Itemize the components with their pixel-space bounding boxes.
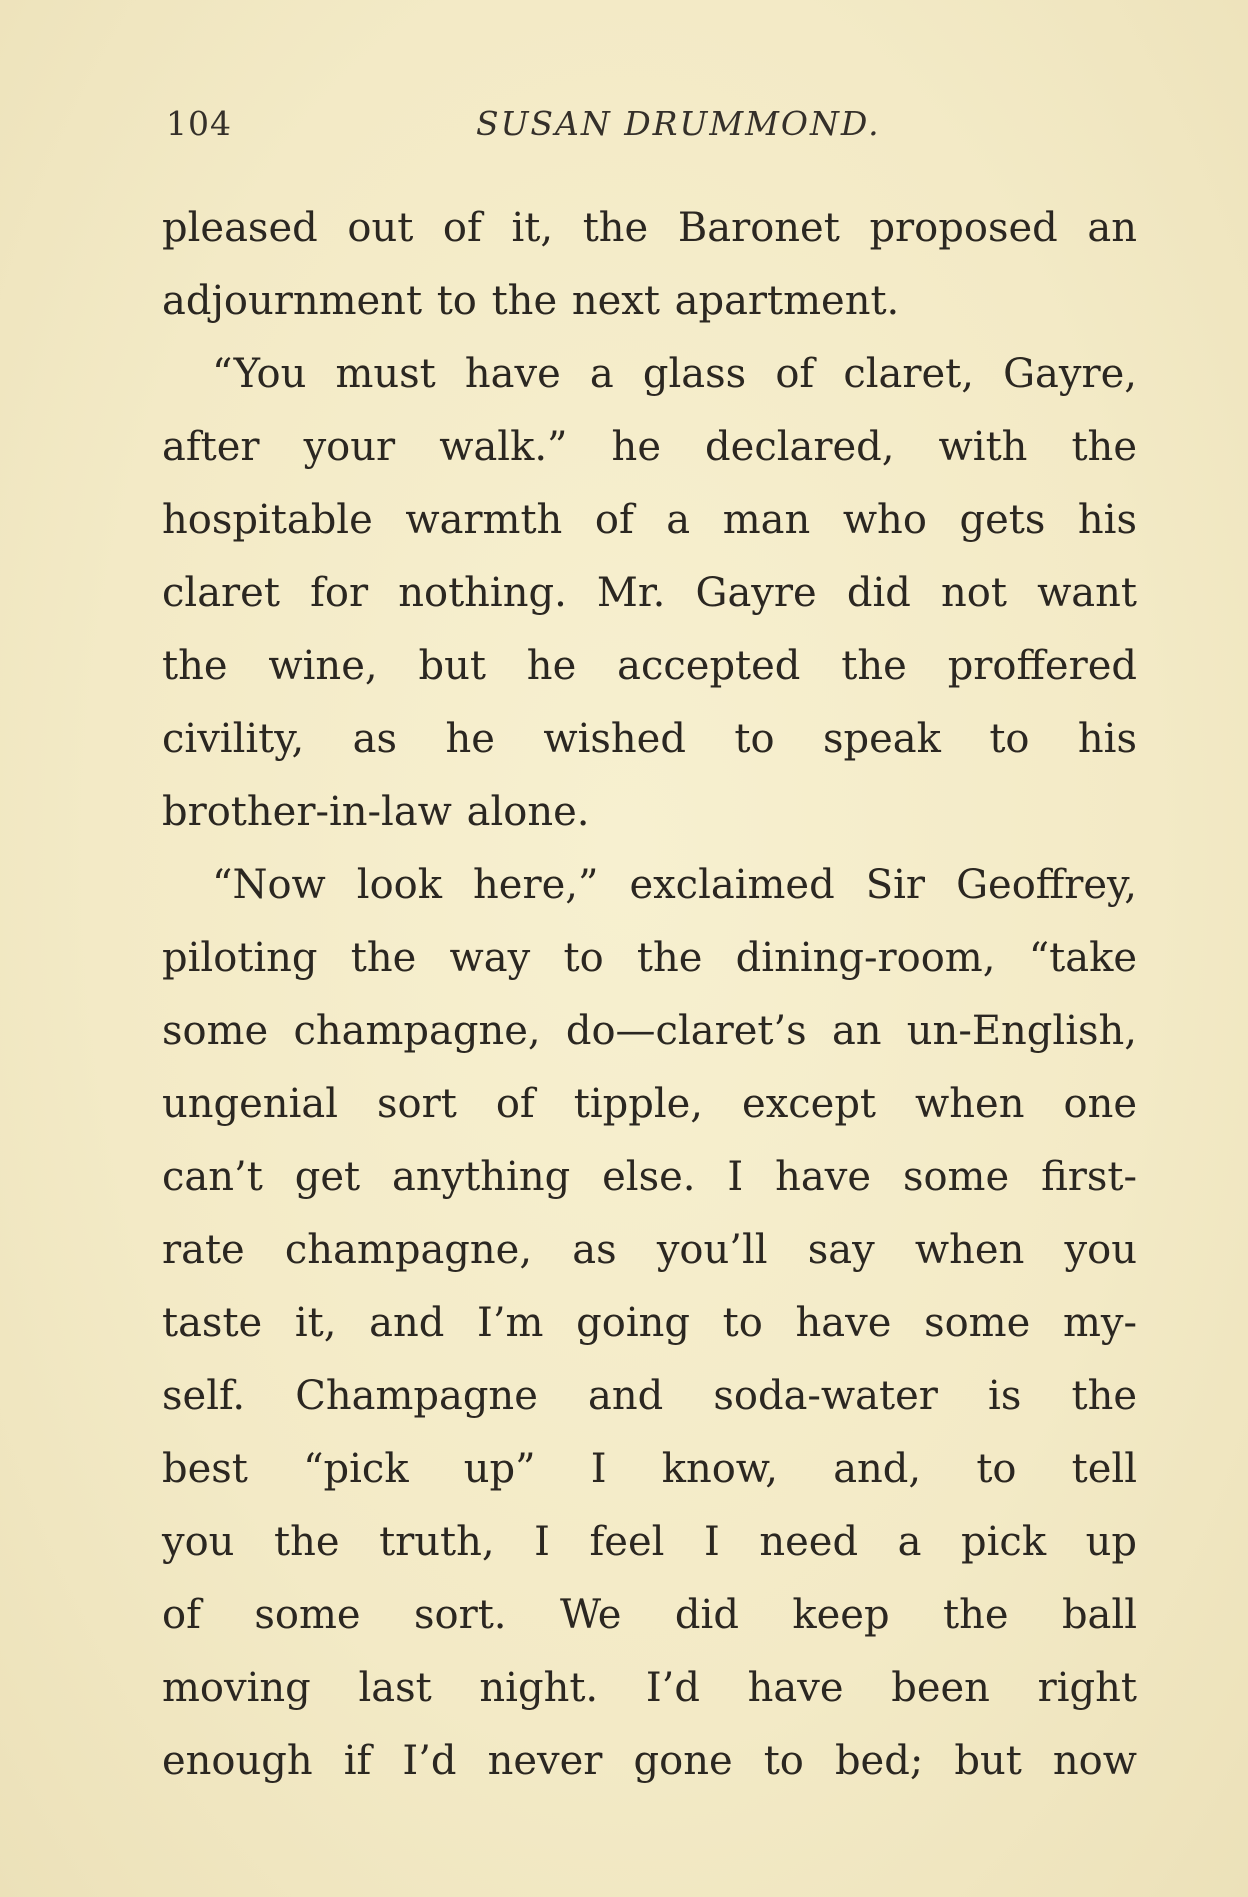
- text-line: ungenial sort of tipple, except when one: [162, 1081, 1137, 1127]
- text-line: rate champagne, as you’ll say when you: [162, 1227, 1137, 1273]
- text-line: civility, as he wished to speak to his: [162, 716, 1137, 762]
- text-line: the wine, but he accepted the proffered: [162, 643, 1137, 689]
- text-line: after your walk.” he declared, with the: [162, 424, 1137, 470]
- text-line: pleased out of it, the Baronet proposed an: [162, 205, 1137, 251]
- running-head: [0, 104, 1248, 154]
- text-line: some champagne, do—claret’s an un-English,: [162, 1008, 1137, 1054]
- running-title: SUSAN DRUMMOND.: [476, 104, 881, 143]
- text-line: claret for nothing. Mr. Gayre did not want: [162, 570, 1137, 616]
- text-line: brother-in-law alone.: [162, 789, 590, 835]
- text-line: can’t get anything else. I have some first-: [162, 1154, 1137, 1200]
- text-line: self. Champagne and soda-water is the: [162, 1373, 1137, 1419]
- text-line: you the truth, I feel I need a pick up: [162, 1519, 1137, 1565]
- text-line: hospitable warmth of a man who gets his: [162, 497, 1137, 543]
- text-line: “Now look here,” exclaimed Sir Geoffrey,: [212, 862, 1137, 908]
- page-number: 104: [166, 104, 232, 143]
- body-text: [162, 192, 1137, 1798]
- text-line: of some sort. We did keep the ball: [162, 1592, 1137, 1638]
- text-line: adjournment to the next apartment.: [162, 278, 900, 324]
- text-line: taste it, and I’m going to have some my-: [162, 1300, 1137, 1346]
- text-line: enough if I’d never gone to bed; but now: [162, 1738, 1137, 1784]
- text-line: “You must have a glass of claret, Gayre,: [212, 351, 1137, 397]
- text-line: best “pick up” I know, and, to tell: [162, 1446, 1137, 1492]
- text-line: moving last night. I’d have been right: [162, 1665, 1137, 1711]
- text-line: piloting the way to the dining-room, “take: [162, 935, 1137, 981]
